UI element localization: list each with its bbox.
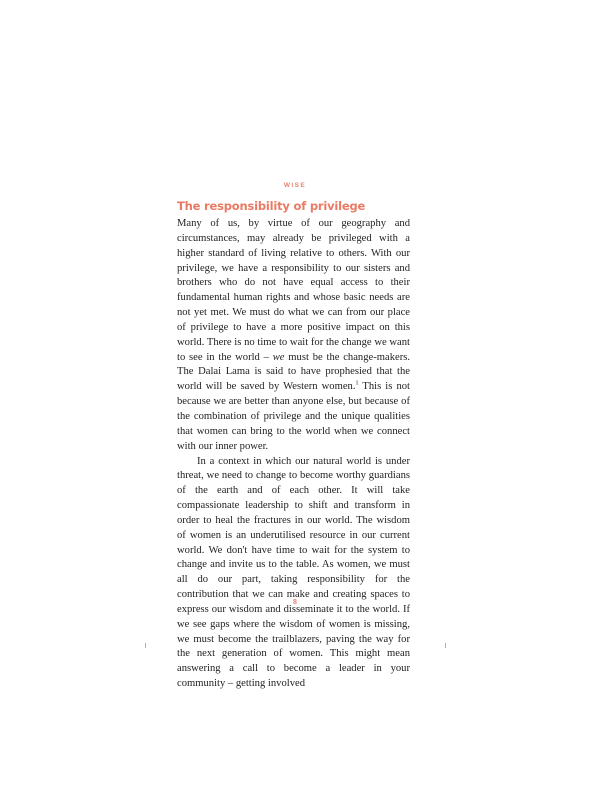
body-text bbox=[177, 217, 410, 692]
paragraph-1-text-a: Many of us, by virtue of our geography and circumstances, may already be privileged with a higher standard of living relative to others. With our privilege, we have a responsibility to our sisters and brothers who do not have equal access to their fundamental human rights and whose basic needs are not yet met. We must do what we can from our place of privilege to have a more positive impact on this world. There is no time to wait for the change we want to see in the world – bbox=[177, 218, 410, 363]
crop-mark-right bbox=[445, 643, 446, 648]
page-number: 8 bbox=[293, 599, 297, 606]
paragraph-1-text-b: must be the change-makers. The Dalai Lama is said to have prophesied that the world will be saved by Western women. bbox=[177, 351, 410, 393]
footnote-marker: 1 bbox=[355, 380, 359, 387]
paragraph-2: In a context in which our natural world is under threat, we need to change to become worthy guardians of the earth and of each other. It will take compassionate leadership to shift and transform in order to heal the fractures in our world. The wisdom of women is an underutilised resource in our current world. We don't have time to wait for the system to change and invite us to the table. As women, we must all do our part, taking responsibility for the contribution that we can make and creating spaces to express our wisdom and disseminate it to the world. If we see gaps where the wisdom of women is missing, we must become the trailblazers, paving the way for the next generation of women. This might mean answering a call to become a leader in your community – getting involved bbox=[177, 455, 410, 690]
paragraph-1-text-c: This is not because we are better than anyone else, but because of the combination of privilege and the unique qualities that women can bring to the world when we connect with our inner power. bbox=[177, 381, 410, 452]
running-head: WISE bbox=[283, 182, 307, 189]
paragraph-1-italic: we bbox=[272, 351, 285, 363]
section-heading: The responsibility of privilege bbox=[177, 199, 366, 213]
paragraph-1 bbox=[177, 217, 410, 455]
crop-mark-left bbox=[145, 643, 146, 648]
